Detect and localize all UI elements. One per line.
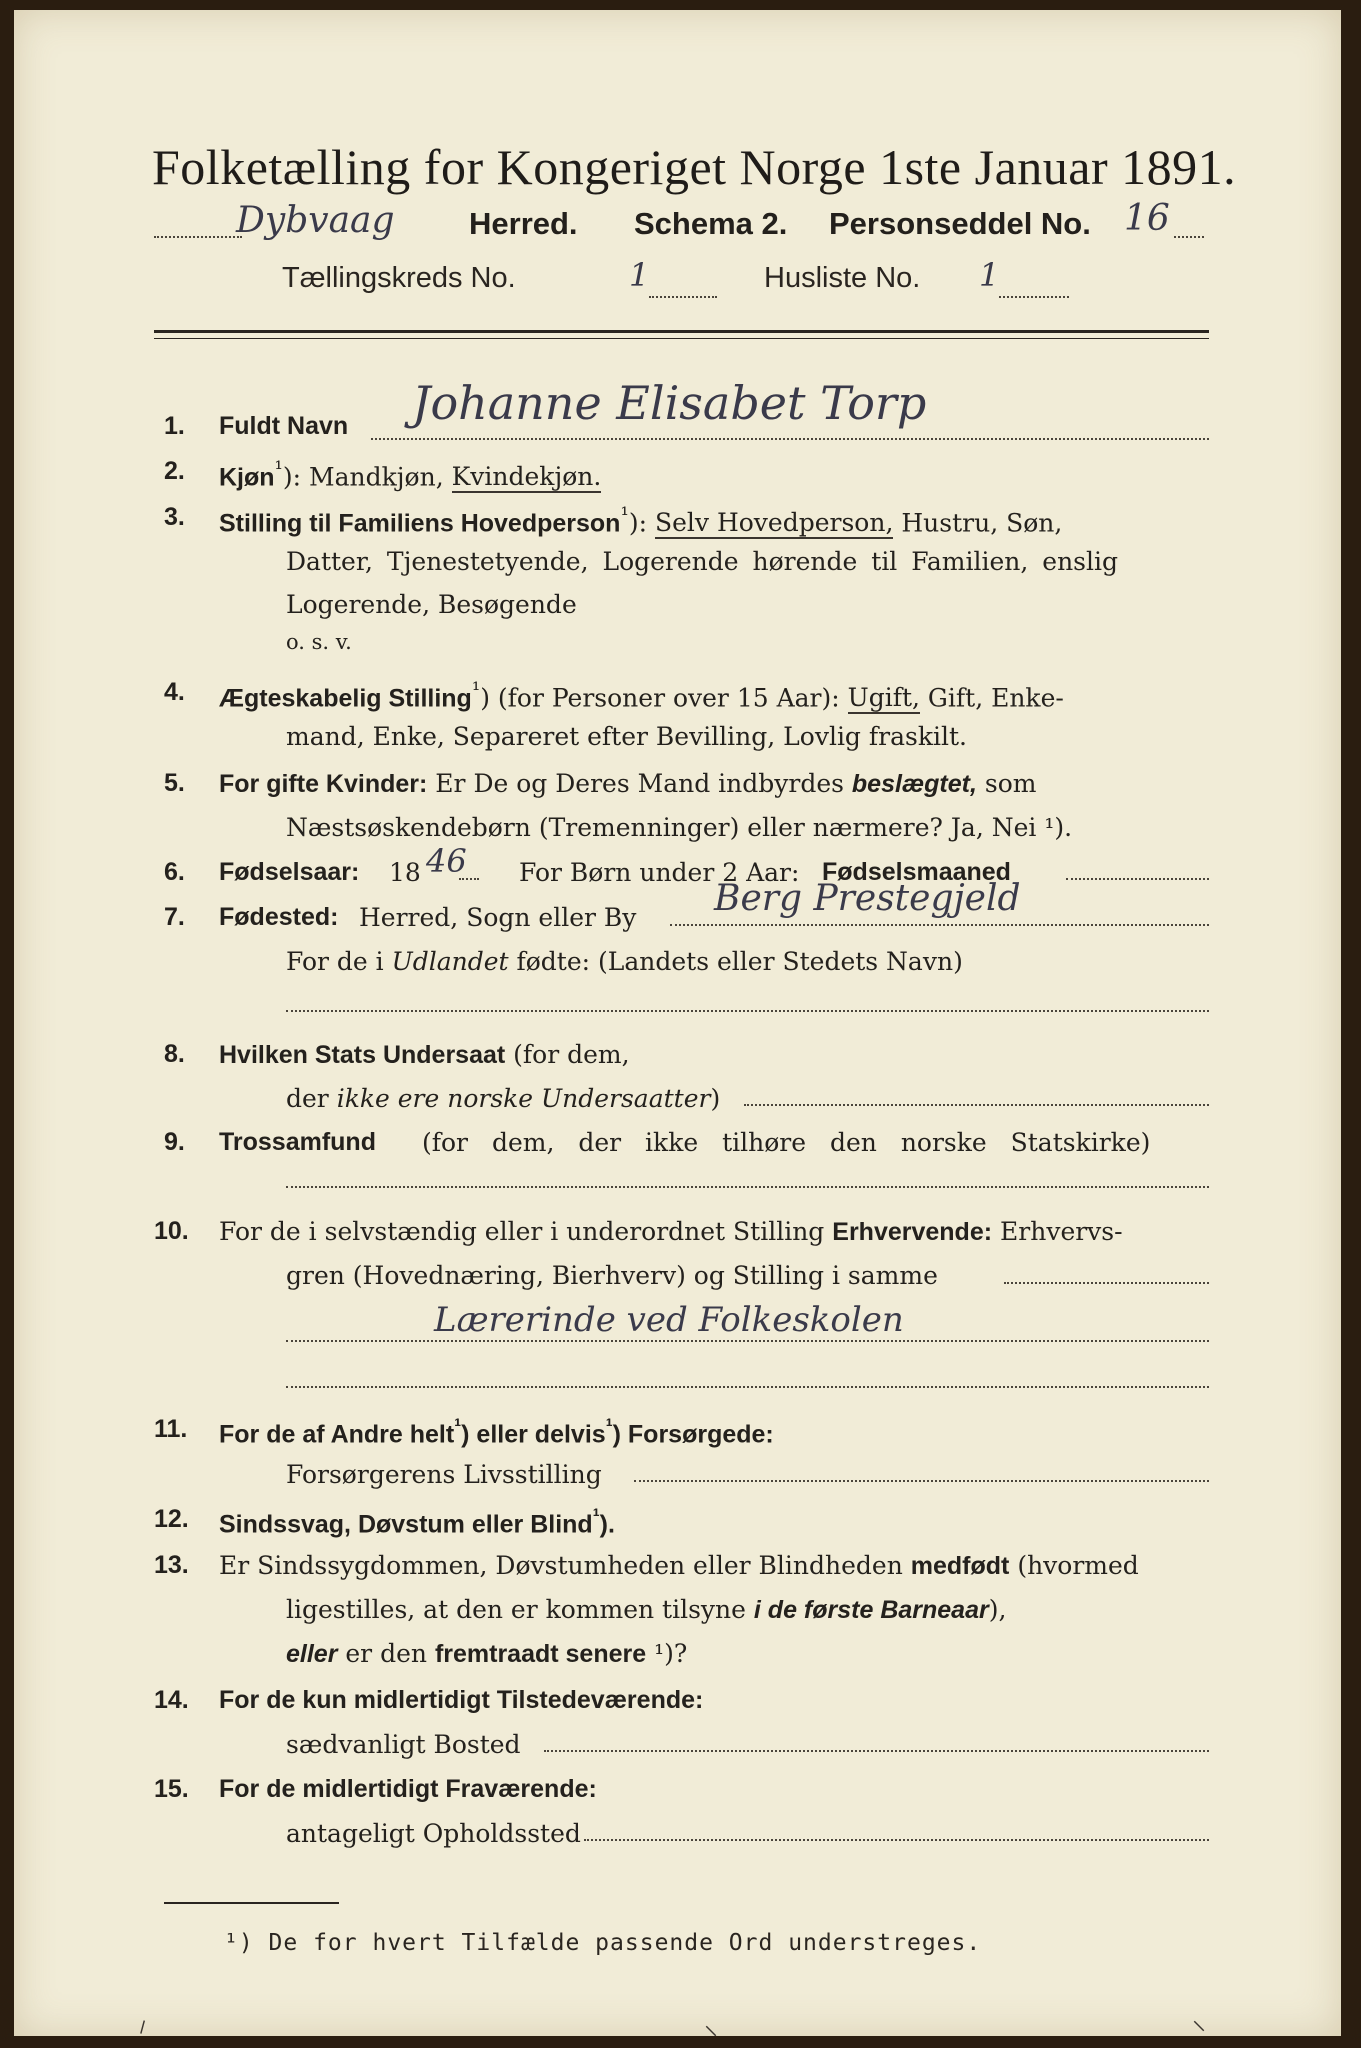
q15-line2: antageligt Opholdssted	[286, 1819, 581, 1848]
q7-dots2	[286, 1010, 1209, 1012]
q3-colon: ):	[628, 508, 647, 538]
header-rule-thin	[154, 338, 1209, 339]
q2-number: 2.	[164, 457, 185, 485]
q11-dots	[634, 1480, 1209, 1482]
q12-line	[219, 1505, 615, 1539]
q4-rest: Gift, Enke-	[927, 683, 1064, 713]
q6-value: 46	[426, 842, 467, 880]
herred-value: Dybvaag	[236, 200, 395, 241]
q13-line3d: ¹)?	[646, 1639, 688, 1668]
q15-number: 15.	[154, 1775, 189, 1803]
q12-number: 12.	[154, 1505, 189, 1533]
pencil-mark-right: ⸜	[1192, 2003, 1207, 2036]
q11-label: For de af Andre helt	[219, 1420, 455, 1449]
q2-text: ): Mandkjøn,	[282, 462, 452, 492]
q7-number: 7.	[164, 903, 185, 931]
husliste-value: 1	[979, 256, 1000, 294]
husliste-dots	[999, 296, 1069, 298]
q1-number: 1.	[164, 412, 185, 440]
q4-label: Ægteskabelig Stilling	[219, 684, 472, 713]
q10-text: For de i selvstændig eller i underordnet Stilling	[219, 1217, 825, 1246]
kreds-dots	[649, 296, 717, 298]
q2-line	[219, 457, 601, 492]
q8-label: Hvilken Stats Undersaat	[219, 1041, 506, 1069]
q2-answer: Kvindekjøn.	[451, 462, 602, 492]
q1-dots	[371, 438, 1209, 440]
q9-number: 9.	[164, 1128, 185, 1156]
q5-line2: Næstsøskendebørn (Tremenninger) eller nærmere? Ja, Nei ¹).	[286, 813, 1073, 842]
q7-line2b: Udlandet	[391, 947, 509, 976]
q8-line2b: ikke ere norske Undersaatter	[336, 1084, 711, 1113]
q11-number: 11.	[154, 1415, 188, 1443]
q7-label: Fødested:	[219, 903, 339, 931]
q4-sup: ¹	[471, 678, 481, 702]
q13-line2a: ligestilles, at den er kommen tilsyne	[286, 1595, 754, 1624]
q13-line3	[286, 1639, 687, 1669]
q3-line4: o. s. v.	[286, 630, 352, 654]
q10-line2: gren (Hovednæring, Bierhverv) og Stilling i samme	[286, 1261, 938, 1290]
q5-label: For gifte Kvinder:	[219, 770, 428, 798]
q3-line1	[219, 503, 1062, 538]
q15-dots	[584, 1839, 1209, 1841]
q10-dots3	[286, 1386, 1209, 1388]
q8-text: (for dem,	[513, 1040, 630, 1069]
q11-sup: ¹	[454, 1415, 462, 1438]
q10-value: Lærerinde ved Folkeskolen	[434, 1300, 904, 1340]
header-rule-thick	[154, 330, 1209, 333]
q7-line2	[286, 947, 963, 976]
q13-line3a: eller	[286, 1640, 338, 1668]
footnote-rule	[164, 1902, 339, 1904]
q9-dots	[286, 1186, 1209, 1188]
q12-end: ).	[599, 1510, 615, 1539]
q2-label: Kjøn	[219, 463, 275, 492]
q3-line3: Logerende, Besøgende	[286, 590, 577, 619]
q7-dots	[670, 924, 1209, 926]
q7-line2a: For de i	[286, 947, 392, 976]
q4-line2: mand, Enke, Separeret efter Bevilling, Lovlig fraskilt.	[286, 722, 967, 751]
q14-number: 14.	[154, 1686, 189, 1714]
q7-line2c: fødte: (Landets eller Stedets Navn)	[508, 947, 963, 976]
q11-end: ) Forsørgede:	[612, 1420, 774, 1449]
q8-number: 8.	[164, 1040, 185, 1068]
q14-dots	[544, 1750, 1209, 1752]
herred-label: Herred.	[469, 206, 578, 241]
q8-dots	[744, 1104, 1209, 1106]
q7-value: Berg Prestegjeld	[714, 878, 1021, 919]
q6-year-dots	[459, 878, 479, 880]
footnote: ¹) De for hvert Tilfælde passende Ord understreges.	[224, 1930, 982, 1956]
husliste-label: Husliste No.	[764, 262, 921, 294]
q2-sup: ¹	[274, 457, 283, 481]
q7-text: Herred, Sogn eller By	[359, 903, 637, 932]
q10-number: 10.	[154, 1217, 189, 1245]
pencil-mark-left: ⸝	[124, 2003, 154, 2040]
q4-line1	[219, 678, 1064, 713]
q5-end: som	[984, 769, 1037, 798]
q5-emph: beslægtet,	[851, 770, 977, 798]
q11-mid: ) eller delvis	[461, 1420, 606, 1449]
q8-line1	[219, 1040, 630, 1070]
q3-sup: ¹	[620, 503, 629, 527]
q5-number: 5.	[164, 769, 185, 797]
census-form	[14, 10, 1341, 2041]
q10-dots1	[1004, 1282, 1209, 1284]
kreds-label: Tællingskreds No.	[282, 262, 516, 294]
q10-label: Erhvervende:	[832, 1218, 993, 1246]
q8-line2	[286, 1084, 720, 1113]
q3-number: 3.	[164, 503, 185, 531]
q1-value: Johanne Elisabet Torp	[412, 376, 927, 430]
q11-line2: Forsørgerens Livsstilling	[286, 1460, 602, 1489]
q6-text: For Børn under 2 Aar:	[519, 858, 800, 887]
herred-dots	[154, 236, 242, 238]
q5-line1	[219, 769, 1036, 799]
q13-line3c: fremtraadt senere	[434, 1640, 647, 1668]
schema-label: Schema 2.	[634, 206, 788, 241]
q13-line2	[286, 1595, 1006, 1625]
q3-rest: Hustru, Søn,	[901, 508, 1063, 538]
q14-label: For de kun midlertidigt Tilstedeværende:	[219, 1686, 704, 1714]
q8-line2a: der	[286, 1084, 337, 1113]
q13-end: (hvormed	[1017, 1551, 1139, 1580]
q1-label: Fuldt Navn	[219, 412, 349, 440]
personseddel-label: Personseddel No.	[829, 206, 1091, 241]
q12-sup: ¹	[592, 1505, 600, 1528]
q6-month-dots	[1066, 878, 1209, 880]
q6-label2: Fødselsmaaned	[822, 858, 1011, 886]
q13-line1	[219, 1551, 1139, 1581]
q3-line2: Datter, Tjenestetyende, Logerende hørende til Familien, enslig	[286, 547, 1119, 576]
q9-text: (for dem, der ikke tilhøre den norske Statskirke)	[422, 1128, 1151, 1157]
q6-label: Fødselsaar:	[219, 858, 360, 886]
form-title: Folketælling for Kongeriget Norge 1ste Januar 1891.	[152, 139, 1237, 195]
q8-line2c: )	[710, 1084, 721, 1113]
q12-label: Sindssvag, Døvstum eller Blind	[219, 1510, 593, 1539]
q6-number: 6.	[164, 858, 185, 886]
q13-label: medfødt	[910, 1552, 1010, 1580]
q13-line3b: er den	[337, 1639, 435, 1668]
pencil-mark-center: ⸜	[704, 2008, 719, 2041]
q4-paren: ) (for Personer over 15 Aar):	[480, 683, 840, 713]
q14-line2: sædvanligt Bosted	[286, 1730, 521, 1759]
q6-prefix: 18	[389, 858, 421, 887]
q10-end: Erhvervs-	[1000, 1217, 1123, 1246]
q10-line1	[219, 1217, 1123, 1247]
q13-line2b: i de første Barneaar	[753, 1596, 989, 1624]
q3-label: Stilling til Familiens Hovedperson	[219, 509, 621, 538]
q13-line2c: ),	[988, 1595, 1007, 1624]
q10-dots2	[286, 1340, 1209, 1342]
personseddel-value: 16	[1124, 198, 1170, 239]
q5-text: Er De og Deres Mand indbyrdes	[435, 769, 844, 798]
personseddel-dots	[1174, 236, 1204, 238]
q11-sup2: ¹	[605, 1415, 613, 1438]
q13-text: Er Sindssygdommen, Døvstumheden eller Blindheden	[219, 1551, 903, 1580]
q4-answer: Ugift,	[847, 683, 920, 713]
kreds-value: 1	[629, 256, 650, 294]
q13-number: 13.	[154, 1551, 189, 1579]
q3-answer: Selv Hovedperson,	[654, 508, 894, 538]
q4-number: 4.	[164, 678, 185, 706]
q9-label: Trossamfund	[219, 1128, 376, 1156]
q11-line1	[219, 1415, 774, 1449]
q15-label: For de midlertidigt Fraværende:	[219, 1775, 597, 1803]
